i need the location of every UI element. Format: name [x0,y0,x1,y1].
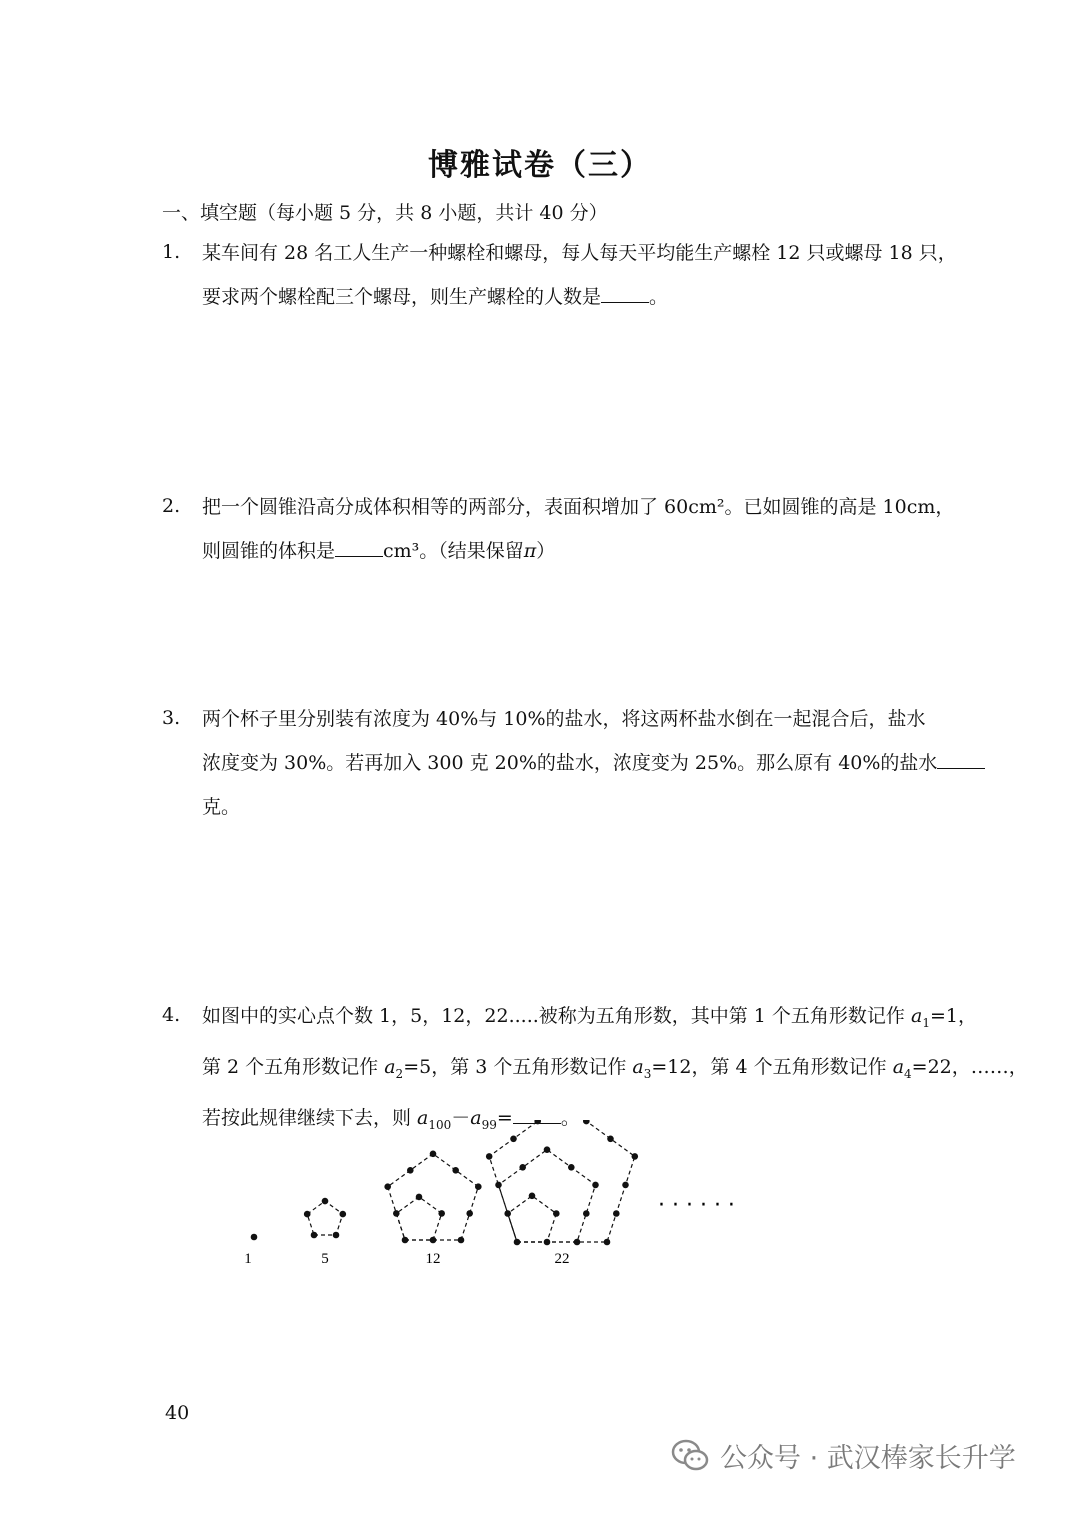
figure-dot [304,1211,311,1218]
question-number: 3. [162,707,181,729]
dots-layer [251,1120,638,1245]
figure-dot [402,1237,409,1244]
figure-dot [632,1153,639,1160]
text-line: 若按此规律继续下去，则 $a_{100}-a_{99}=$ 。 [202,1106,580,1132]
question-text [202,231,957,319]
figure-label-12: 12 [425,1251,441,1267]
text-line: 把一个圆锥沿高分成体积相等的两部分，表面积增加了 60cm²。已如圆锥的高是 10cm， [202,496,955,518]
figure-dot [311,1232,318,1239]
question-number: 4. [162,1004,181,1026]
figure-dot [544,1146,551,1153]
answer-blank[interactable] [335,538,383,557]
text-line: 两个杯子里分别装有浓度为 40%与 10%的盐水，将这两杯盐水倒在一起混合后，盐水 [202,708,926,730]
text-line: 第 2 个五角形数记作 $a_2=5$，第 3 个五角形数记作 $a_3=12$，第 4 个五角形数记作 $a_4=22$，……， [202,1055,1028,1081]
page-title: 博雅试卷（三） [428,148,652,183]
text-line: 如图中的实心点个数 1，5，12，22.....被称为五角形数，其中第 1 个五角形数记作 $a_1=1$， [202,1005,977,1030]
figure-dot [430,1237,437,1244]
pentagon-outline [307,1201,343,1235]
figure-dot [534,1120,541,1124]
figure-dot [407,1167,414,1174]
figure-dot [514,1239,521,1246]
figure-dot [553,1210,560,1217]
text-line: 浓度变为 30%。若再加入 300 克 20%的盐水，浓度变为 25%。那么原有 40%的盐水 [202,741,922,785]
figure-label-5: 5 [321,1251,329,1267]
section-heading: 一、填空题（每小题 5 分，共 8 小题，共计 40 分） [162,202,608,224]
figure-dot [466,1210,473,1217]
pentagon-outline [388,1154,479,1240]
figure-dot [475,1183,482,1190]
figure-dot [486,1153,493,1160]
figure-label-1: 1 [244,1251,252,1267]
figure-dot [583,1210,590,1217]
question-number: 2. [162,495,181,517]
figure-dot [529,1193,536,1200]
figure-dot [452,1167,459,1174]
pentagonal-numbers-figure [230,1120,770,1280]
wechat-icon [670,1435,710,1475]
question-text [202,697,938,829]
answer-blank[interactable] [601,284,649,303]
figure-dot [430,1151,437,1158]
figure-dot [622,1182,629,1189]
figure-dot [504,1210,511,1217]
figure-dot [340,1211,347,1218]
watermark-text: 公众号 · 武汉棒家长升学 [720,1442,1016,1474]
question-text [202,485,955,573]
figure-ellipsis: · · · · · · [658,1193,735,1218]
figure-dot [438,1210,445,1217]
figure-dot [393,1210,400,1217]
figure-dot [583,1120,590,1124]
figure-dot [416,1194,423,1201]
figure-dot [592,1182,599,1189]
figure-dot [495,1182,502,1189]
figure-dot [574,1239,581,1246]
figure-dot [322,1198,329,1205]
question-number: 1. [162,241,181,263]
figure-dot [333,1232,340,1239]
figure-dot [458,1237,465,1244]
answer-blank[interactable] [937,750,985,769]
page-number: 40 [165,1402,190,1424]
text-line: 则圆锥的体积是 cm³。（结果保留π） [202,540,556,562]
figure-dot [613,1210,620,1217]
figure-dot [519,1164,526,1171]
figure-dot [384,1183,391,1190]
figure-dot [607,1136,614,1143]
figure-dot [604,1239,611,1246]
figure-label-22: 22 [554,1251,570,1267]
figure-dot [510,1136,517,1143]
figure-dot [544,1239,551,1246]
figure-dot [251,1234,258,1241]
figure-dot [568,1164,575,1171]
text-line: 克。 [202,796,241,818]
text-line: 要求两个螺栓配三个螺母，则生产螺栓的人数是 。 [202,286,669,308]
watermark [670,1430,1016,1480]
text-line: 某车间有 28 名工人生产一种螺栓和螺母，每人每天平均能生产螺栓 12 只或螺母 18 只， [202,242,957,264]
